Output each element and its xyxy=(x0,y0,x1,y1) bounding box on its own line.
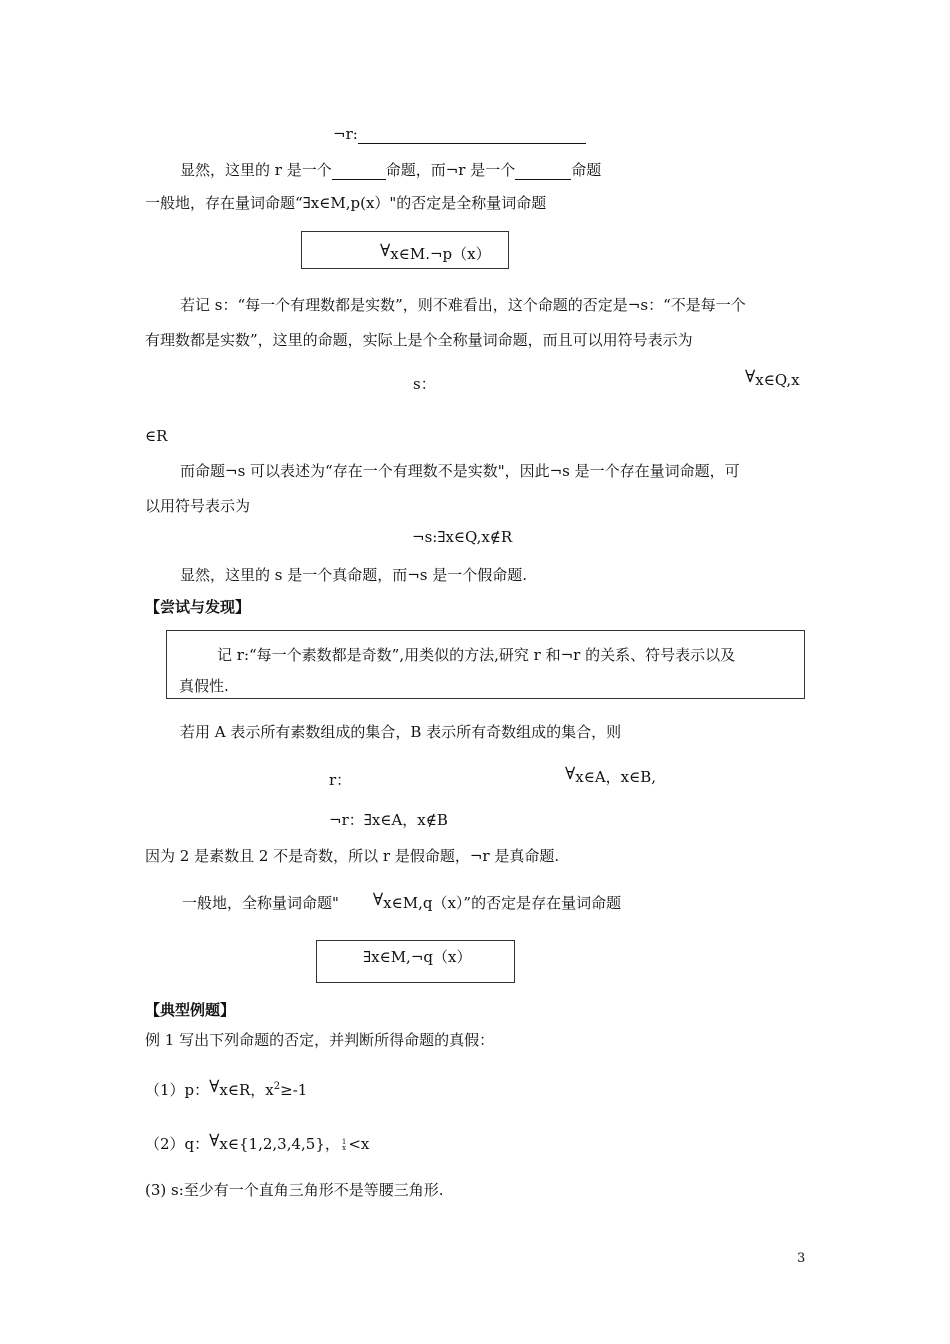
s-formula xyxy=(745,367,800,390)
item2-label: （2）q： xyxy=(145,1135,210,1153)
item2-text: x∈{1,2,3,4,5}， xyxy=(219,1135,340,1153)
frac-denominator: x xyxy=(342,1144,347,1152)
s-formula-cont: ∈R xyxy=(145,427,168,445)
try-box-line2: 真假性. xyxy=(179,677,229,695)
if-a-line: 若用 A 表示所有素数组成的集合，B 表示所有奇数组成的集合，则 xyxy=(180,723,622,741)
try-box xyxy=(166,630,805,699)
box1-formula xyxy=(380,241,491,264)
obvious-r-text-1: 显然，这里的 r 是一个 xyxy=(180,161,332,179)
general-forall-text-1: 一般地，全称量词命题" xyxy=(182,894,339,912)
example-item-3: (3) s:至少有一个直角三角形不是等腰三角形. xyxy=(145,1181,444,1199)
section-examples-heading: 【典型例题】 xyxy=(145,1001,236,1019)
page-number: 3 xyxy=(797,1251,806,1266)
item2-fraction xyxy=(342,1139,346,1151)
obvious-s-line: 显然，这里的 s 是一个真命题，而¬s 是一个假命题. xyxy=(180,566,528,584)
forall-symbol: ∀ xyxy=(209,1077,220,1097)
forall-symbol: ∀ xyxy=(380,241,391,261)
not-r-label: ¬r: xyxy=(333,125,358,143)
not-s-formula: ¬s:∃x∈Q,x∉R xyxy=(412,528,513,546)
general-exists-line: 一般地，存在量词命题“∃x∈M,p(x）"的否定是全称量词命题 xyxy=(145,194,547,212)
forall-symbol: ∀ xyxy=(209,1131,220,1151)
example-item-1 xyxy=(145,1077,307,1100)
r-formula-text: x∈A，x∈B, xyxy=(575,768,657,786)
try-box-line1: 记 r:“每一个素数都是奇数”,用类似的方法,研究 r 和¬r 的关系、符号表示以及 xyxy=(217,646,736,664)
item1-text: x∈R，x xyxy=(219,1081,274,1099)
not-r-line xyxy=(333,124,586,144)
section-try-heading: 【尝试与发现】 xyxy=(145,598,251,616)
not-r-formula: ¬r：∃x∈A，x∉B xyxy=(329,811,448,829)
exists-negation-box xyxy=(316,940,515,983)
s-formula-label: s： xyxy=(413,375,436,393)
para-not-s-line2: 以用符号表示为 xyxy=(145,497,251,515)
s-formula-text: x∈Q,x xyxy=(755,371,800,389)
forall-negation-box xyxy=(301,231,509,269)
box2-formula: ∃x∈M,¬q（x） xyxy=(363,948,472,966)
obvious-r-line xyxy=(180,160,601,180)
example1-line: 例 1 写出下列命题的否定，并判断所得命题的真假： xyxy=(145,1031,495,1049)
blank-line xyxy=(358,127,586,144)
forall-symbol: ∀ xyxy=(372,890,384,910)
general-forall-text-2: x∈M,q（x）”的否定是存在量词命题 xyxy=(383,894,622,912)
example-item-2 xyxy=(145,1131,370,1154)
general-forall-line xyxy=(182,890,622,913)
forall-symbol: ∀ xyxy=(565,764,576,784)
para-not-s-line1: 而命题¬s 可以表述为“存在一个有理数不是实数"，因此¬s 是一个存在量词命题，可 xyxy=(180,462,740,480)
r-formula-label: r： xyxy=(329,771,352,789)
para-s-line1: 若记 s：“每一个有理数都是实数”，则不难看出，这个命题的否定是¬s：“不是每一个 xyxy=(180,296,746,314)
item1-tail: ≥-1 xyxy=(280,1081,308,1099)
blank-1 xyxy=(332,163,386,180)
item2-tail: <x xyxy=(348,1135,370,1153)
frac-numerator: 1 xyxy=(341,1138,347,1146)
forall-symbol: ∀ xyxy=(745,367,756,387)
obvious-r-text-2: 命题，而¬r 是一个 xyxy=(385,161,516,179)
obvious-r-text-3: 命题 xyxy=(571,161,602,179)
because-line: 因为 2 是素数且 2 不是奇数，所以 r 是假命题，¬r 是真命题. xyxy=(145,847,560,865)
item1-label: （1）p： xyxy=(145,1081,210,1099)
para-s-line2: 有理数都是实数”，这里的命题，实际上是个全称量词命题，而且可以用符号表示为 xyxy=(145,331,693,349)
item1-sup: 2 xyxy=(273,1081,281,1092)
r-formula xyxy=(565,764,657,787)
blank-2 xyxy=(515,163,571,180)
box1-text: x∈M.¬p（x） xyxy=(390,245,491,263)
